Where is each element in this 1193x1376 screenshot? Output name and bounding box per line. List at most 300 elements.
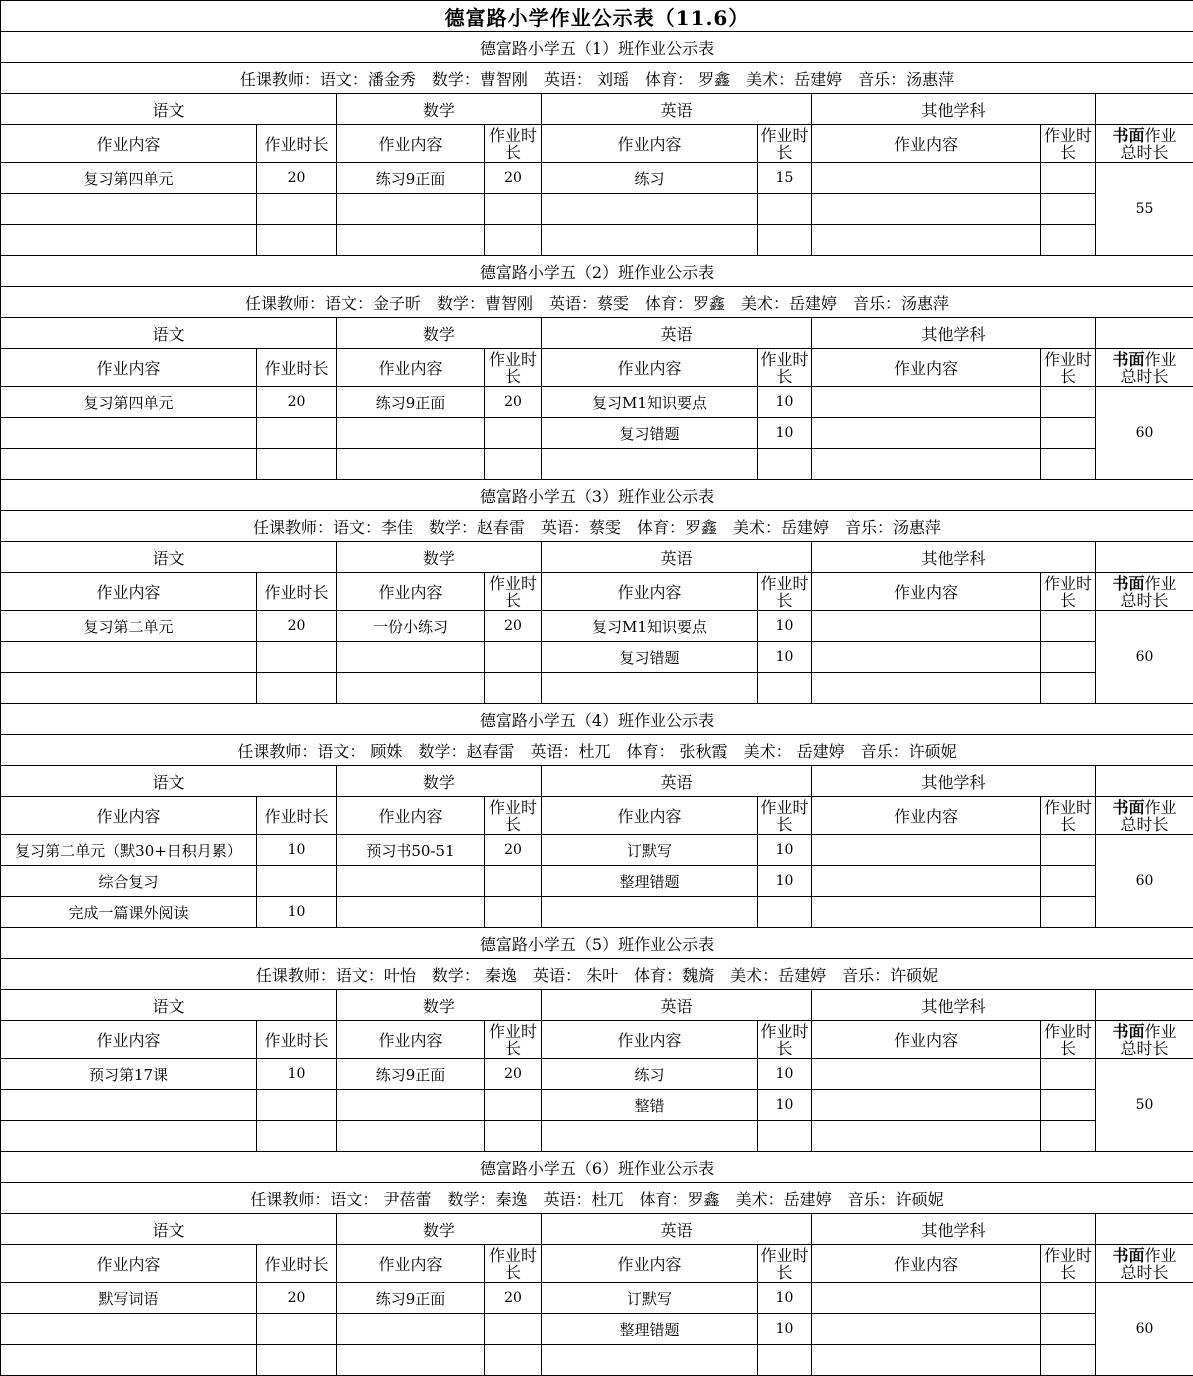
math-cell bbox=[337, 225, 485, 256]
class-title: 德富路小学五（5）班作业公示表 bbox=[1, 928, 1193, 959]
duration-header: 作业时 长 bbox=[1041, 125, 1096, 163]
teacher-entry: 体育： 罗鑫 bbox=[645, 69, 731, 89]
duration-header: 作业时 长 bbox=[1041, 573, 1096, 611]
math-cell bbox=[337, 1314, 485, 1345]
other-cell bbox=[812, 835, 1041, 866]
other-cell bbox=[812, 673, 1041, 704]
homework-row bbox=[1, 1283, 1193, 1314]
english-time-cell: 10 bbox=[758, 418, 812, 449]
teacher-entry: 语文：潘金秀 bbox=[319, 69, 416, 89]
math-cell bbox=[337, 418, 485, 449]
total-header: 书面作业 总时长 bbox=[1096, 573, 1193, 611]
duration-header: 作业时 长 bbox=[1041, 1245, 1096, 1283]
chinese-time-cell bbox=[257, 1345, 337, 1376]
teachers-line bbox=[1, 735, 1193, 766]
subject-other: 其他学科 bbox=[812, 766, 1096, 797]
teacher-entry: 音乐：许硕妮 bbox=[842, 965, 939, 985]
page-title: 德富路小学作业公示表（11.6） bbox=[1, 1, 1193, 32]
subject-blank bbox=[1096, 318, 1193, 349]
duration-header: 作业时 长 bbox=[485, 573, 542, 611]
other-time-cell bbox=[1041, 673, 1096, 704]
chinese-cell: 默写词语 bbox=[1, 1283, 257, 1314]
other-time-cell bbox=[1041, 1283, 1096, 1314]
homework-row bbox=[1, 611, 1193, 642]
subject-english: 英语 bbox=[542, 94, 812, 125]
english-time-cell: 10 bbox=[758, 866, 812, 897]
teacher-entry: 语文：李佳 bbox=[332, 517, 413, 537]
column-header-row bbox=[1, 573, 1193, 611]
chinese-time-cell bbox=[257, 866, 337, 897]
other-cell bbox=[812, 387, 1041, 418]
chinese-time-cell bbox=[257, 1090, 337, 1121]
teacher-entry: 音乐：汤惠萍 bbox=[853, 293, 950, 313]
subject-blank bbox=[1096, 94, 1193, 125]
other-time-cell bbox=[1041, 449, 1096, 480]
duration-header: 作业时 长 bbox=[485, 1245, 542, 1283]
math-time-cell: 20 bbox=[485, 835, 542, 866]
total-duration: 60 bbox=[1096, 387, 1193, 480]
math-time-cell bbox=[485, 449, 542, 480]
math-time-cell bbox=[485, 673, 542, 704]
subject-blank bbox=[1096, 542, 1193, 573]
class-title-row bbox=[1, 480, 1193, 511]
teacher-entry: 语文：叶怡 bbox=[335, 965, 416, 985]
teachers-row bbox=[1, 735, 1193, 766]
teacher-entry: 英语： 朱叶 bbox=[532, 965, 619, 985]
homework-row bbox=[1, 1345, 1193, 1376]
teacher-entry: 体育： 张秋霞 bbox=[626, 741, 728, 761]
teachers-row bbox=[1, 63, 1193, 94]
content-header: 作业内容 bbox=[337, 573, 485, 611]
math-time-cell: 20 bbox=[485, 387, 542, 418]
subject-chinese: 语文 bbox=[1, 318, 337, 349]
content-header: 作业内容 bbox=[542, 125, 758, 163]
duration-header: 作业时长 bbox=[257, 125, 337, 163]
teacher-entry: 语文：金子昕 bbox=[324, 293, 421, 313]
other-cell bbox=[812, 1283, 1041, 1314]
teacher-prefix: 任课教师： bbox=[250, 1189, 331, 1209]
teacher-prefix: 任课教师： bbox=[255, 965, 336, 985]
teacher-entry: 体育：罗鑫 bbox=[637, 517, 718, 537]
other-time-cell bbox=[1041, 1345, 1096, 1376]
content-header: 作业内容 bbox=[1, 573, 257, 611]
english-cell bbox=[542, 194, 758, 225]
chinese-time-cell bbox=[257, 1121, 337, 1152]
teacher-entry: 美术：岳建婷 bbox=[733, 517, 830, 537]
total-header: 书面作业 总时长 bbox=[1096, 125, 1193, 163]
duration-header: 作业时长 bbox=[257, 797, 337, 835]
duration-header: 作业时 长 bbox=[758, 125, 812, 163]
teacher-entry: 数学：曹智刚 bbox=[431, 69, 528, 89]
duration-header: 作业时 长 bbox=[758, 1021, 812, 1059]
teacher-prefix: 任课教师： bbox=[237, 741, 318, 761]
english-cell: 练习 bbox=[542, 1059, 758, 1090]
math-cell bbox=[337, 1345, 485, 1376]
chinese-time-cell: 20 bbox=[257, 163, 337, 194]
subject-blank bbox=[1096, 766, 1193, 797]
subject-math: 数学 bbox=[337, 318, 542, 349]
subject-header-row bbox=[1, 542, 1193, 573]
duration-header: 作业时 长 bbox=[1041, 797, 1096, 835]
other-time-cell bbox=[1041, 1090, 1096, 1121]
math-cell: 练习9正面 bbox=[337, 163, 485, 194]
chinese-cell bbox=[1, 194, 257, 225]
math-cell: 练习9正面 bbox=[337, 1059, 485, 1090]
english-time-cell: 10 bbox=[758, 1314, 812, 1345]
teacher-entry: 英语：蔡雯 bbox=[548, 293, 629, 313]
english-time-cell bbox=[758, 673, 812, 704]
other-cell bbox=[812, 897, 1041, 928]
math-cell: 练习9正面 bbox=[337, 387, 485, 418]
other-cell bbox=[812, 163, 1041, 194]
chinese-time-cell bbox=[257, 225, 337, 256]
column-header-row bbox=[1, 349, 1193, 387]
english-time-cell: 10 bbox=[758, 387, 812, 418]
chinese-time-cell bbox=[257, 673, 337, 704]
homework-row bbox=[1, 1059, 1193, 1090]
english-time-cell: 10 bbox=[758, 835, 812, 866]
english-time-cell bbox=[758, 897, 812, 928]
teacher-entry: 语文： 尹蓓蕾 bbox=[330, 1189, 432, 1209]
other-cell bbox=[812, 1121, 1041, 1152]
math-time-cell bbox=[485, 1121, 542, 1152]
chinese-time-cell bbox=[257, 194, 337, 225]
english-time-cell bbox=[758, 1121, 812, 1152]
english-cell: 订默写 bbox=[542, 835, 758, 866]
content-header: 作业内容 bbox=[337, 1021, 485, 1059]
math-cell: 练习9正面 bbox=[337, 1283, 485, 1314]
other-time-cell bbox=[1041, 866, 1096, 897]
other-time-cell bbox=[1041, 163, 1096, 194]
subject-chinese: 语文 bbox=[1, 94, 337, 125]
english-cell: 整理错题 bbox=[542, 866, 758, 897]
math-time-cell: 20 bbox=[485, 1283, 542, 1314]
subject-other: 其他学科 bbox=[812, 1214, 1096, 1245]
chinese-cell: 复习第四单元 bbox=[1, 387, 257, 418]
class-title: 德富路小学五（4）班作业公示表 bbox=[1, 704, 1193, 735]
other-cell bbox=[812, 1090, 1041, 1121]
subject-math: 数学 bbox=[337, 94, 542, 125]
subject-other: 其他学科 bbox=[812, 990, 1096, 1021]
chinese-time-cell: 10 bbox=[257, 897, 337, 928]
homework-row bbox=[1, 642, 1193, 673]
homework-row bbox=[1, 1314, 1193, 1345]
teachers-line bbox=[1, 1183, 1193, 1214]
subject-math: 数学 bbox=[337, 990, 542, 1021]
teachers-line bbox=[1, 959, 1193, 990]
homework-row bbox=[1, 673, 1193, 704]
homework-row bbox=[1, 387, 1193, 418]
english-cell bbox=[542, 1345, 758, 1376]
other-cell bbox=[812, 449, 1041, 480]
duration-header: 作业时 长 bbox=[485, 797, 542, 835]
english-time-cell bbox=[758, 225, 812, 256]
homework-row bbox=[1, 163, 1193, 194]
chinese-cell bbox=[1, 1314, 257, 1345]
teacher-entry: 美术：岳建婷 bbox=[735, 1189, 832, 1209]
english-cell bbox=[542, 897, 758, 928]
subject-chinese: 语文 bbox=[1, 542, 337, 573]
chinese-cell: 综合复习 bbox=[1, 866, 257, 897]
other-time-cell bbox=[1041, 1314, 1096, 1345]
subject-math: 数学 bbox=[337, 1214, 542, 1245]
chinese-cell bbox=[1, 642, 257, 673]
duration-header: 作业时 长 bbox=[485, 1021, 542, 1059]
math-time-cell bbox=[485, 225, 542, 256]
chinese-cell: 预习第17课 bbox=[1, 1059, 257, 1090]
math-cell bbox=[337, 449, 485, 480]
teacher-prefix: 任课教师： bbox=[239, 69, 320, 89]
english-time-cell: 10 bbox=[758, 611, 812, 642]
math-time-cell: 20 bbox=[485, 163, 542, 194]
subject-chinese: 语文 bbox=[1, 766, 337, 797]
chinese-cell bbox=[1, 1090, 257, 1121]
english-cell: 复习M1知识要点 bbox=[542, 387, 758, 418]
teacher-entry: 英语： 刘瑶 bbox=[543, 69, 629, 89]
subject-english: 英语 bbox=[542, 1214, 812, 1245]
teachers-line bbox=[1, 63, 1193, 94]
homework-row bbox=[1, 897, 1193, 928]
class-title: 德富路小学五（6）班作业公示表 bbox=[1, 1152, 1193, 1183]
homework-row bbox=[1, 418, 1193, 449]
teacher-entry: 音乐：许硕妮 bbox=[860, 741, 957, 761]
teacher-entry: 语文： 顾姝 bbox=[317, 741, 403, 761]
content-header: 作业内容 bbox=[1, 797, 257, 835]
subject-header-row bbox=[1, 990, 1193, 1021]
teacher-entry: 体育：魏旖 bbox=[634, 965, 715, 985]
subject-english: 英语 bbox=[542, 542, 812, 573]
class-title: 德富路小学五（2）班作业公示表 bbox=[1, 256, 1193, 287]
math-time-cell bbox=[485, 194, 542, 225]
class-title-row bbox=[1, 32, 1193, 63]
content-header: 作业内容 bbox=[542, 1245, 758, 1283]
teacher-entry: 美术： 岳建婷 bbox=[743, 741, 845, 761]
content-header: 作业内容 bbox=[337, 1245, 485, 1283]
teacher-entry: 美术：岳建婷 bbox=[730, 965, 827, 985]
teachers-line bbox=[1, 287, 1193, 318]
math-cell bbox=[337, 194, 485, 225]
content-header: 作业内容 bbox=[1, 1245, 257, 1283]
subject-other: 其他学科 bbox=[812, 318, 1096, 349]
teachers-row bbox=[1, 287, 1193, 318]
other-time-cell bbox=[1041, 194, 1096, 225]
math-cell: 一份小练习 bbox=[337, 611, 485, 642]
other-cell bbox=[812, 1059, 1041, 1090]
subject-english: 英语 bbox=[542, 318, 812, 349]
content-header: 作业内容 bbox=[812, 797, 1041, 835]
teachers-line bbox=[1, 511, 1193, 542]
math-cell bbox=[337, 1121, 485, 1152]
math-cell bbox=[337, 673, 485, 704]
subject-chinese: 语文 bbox=[1, 1214, 337, 1245]
homework-row bbox=[1, 835, 1193, 866]
chinese-time-cell: 20 bbox=[257, 387, 337, 418]
content-header: 作业内容 bbox=[542, 1021, 758, 1059]
english-time-cell bbox=[758, 449, 812, 480]
teacher-entry: 美术：岳建婷 bbox=[746, 69, 843, 89]
other-cell bbox=[812, 225, 1041, 256]
other-cell bbox=[812, 1314, 1041, 1345]
content-header: 作业内容 bbox=[812, 1245, 1041, 1283]
math-cell: 预习书50-51 bbox=[337, 835, 485, 866]
math-time-cell bbox=[485, 418, 542, 449]
chinese-cell: 复习第二单元（默30+日积月累） bbox=[1, 835, 257, 866]
teacher-entry: 英语：杜兀 bbox=[530, 741, 611, 761]
content-header: 作业内容 bbox=[1, 349, 257, 387]
teacher-entry: 体育：罗鑫 bbox=[645, 293, 726, 313]
column-header-row bbox=[1, 1021, 1193, 1059]
teachers-row bbox=[1, 959, 1193, 990]
english-time-cell bbox=[758, 1345, 812, 1376]
chinese-cell bbox=[1, 418, 257, 449]
teacher-prefix: 任课教师： bbox=[244, 293, 325, 313]
content-header: 作业内容 bbox=[337, 125, 485, 163]
class-title: 德富路小学五（1）班作业公示表 bbox=[1, 32, 1193, 63]
chinese-time-cell: 10 bbox=[257, 835, 337, 866]
english-cell bbox=[542, 449, 758, 480]
column-header-row bbox=[1, 797, 1193, 835]
teacher-entry: 数学：赵春雷 bbox=[418, 741, 515, 761]
subject-other: 其他学科 bbox=[812, 94, 1096, 125]
total-duration: 60 bbox=[1096, 1283, 1193, 1376]
english-time-cell: 10 bbox=[758, 1283, 812, 1314]
class-title: 德富路小学五（3）班作业公示表 bbox=[1, 480, 1193, 511]
duration-header: 作业时 长 bbox=[758, 797, 812, 835]
english-cell bbox=[542, 225, 758, 256]
other-cell bbox=[812, 418, 1041, 449]
english-cell: 整理错题 bbox=[542, 1314, 758, 1345]
teacher-entry: 数学：赵春雷 bbox=[428, 517, 525, 537]
english-cell: 整错 bbox=[542, 1090, 758, 1121]
column-header-row bbox=[1, 1245, 1193, 1283]
total-header: 书面作业 总时长 bbox=[1096, 1021, 1193, 1059]
chinese-time-cell: 20 bbox=[257, 611, 337, 642]
other-time-cell bbox=[1041, 611, 1096, 642]
duration-header: 作业时 长 bbox=[485, 125, 542, 163]
chinese-time-cell bbox=[257, 1314, 337, 1345]
duration-header: 作业时 长 bbox=[758, 349, 812, 387]
chinese-time-cell bbox=[257, 449, 337, 480]
homework-row bbox=[1, 1090, 1193, 1121]
english-cell: 练习 bbox=[542, 163, 758, 194]
other-time-cell bbox=[1041, 897, 1096, 928]
subject-header-row bbox=[1, 318, 1193, 349]
other-time-cell bbox=[1041, 225, 1096, 256]
content-header: 作业内容 bbox=[812, 1021, 1041, 1059]
teacher-entry: 数学：曹智刚 bbox=[436, 293, 533, 313]
subject-math: 数学 bbox=[337, 542, 542, 573]
homework-row bbox=[1, 449, 1193, 480]
chinese-cell bbox=[1, 449, 257, 480]
chinese-cell bbox=[1, 1121, 257, 1152]
teacher-entry: 音乐：许硕妮 bbox=[847, 1189, 944, 1209]
other-cell bbox=[812, 866, 1041, 897]
subject-header-row bbox=[1, 1214, 1193, 1245]
teacher-entry: 数学： 秦逸 bbox=[431, 965, 517, 985]
teacher-entry: 英语：蔡雯 bbox=[540, 517, 621, 537]
english-cell: 复习错题 bbox=[542, 642, 758, 673]
other-time-cell bbox=[1041, 418, 1096, 449]
chinese-cell bbox=[1, 1345, 257, 1376]
content-header: 作业内容 bbox=[1, 125, 257, 163]
homework-row bbox=[1, 194, 1193, 225]
other-cell bbox=[812, 642, 1041, 673]
teacher-entry: 美术：岳建婷 bbox=[741, 293, 838, 313]
subject-blank bbox=[1096, 990, 1193, 1021]
other-time-cell bbox=[1041, 387, 1096, 418]
math-time-cell: 20 bbox=[485, 1059, 542, 1090]
total-duration: 60 bbox=[1096, 835, 1193, 928]
total-duration: 50 bbox=[1096, 1059, 1193, 1152]
content-header: 作业内容 bbox=[542, 349, 758, 387]
subject-english: 英语 bbox=[542, 766, 812, 797]
class-title-row bbox=[1, 256, 1193, 287]
duration-header: 作业时 长 bbox=[1041, 349, 1096, 387]
duration-header: 作业时长 bbox=[257, 1245, 337, 1283]
teacher-entry: 英语：杜兀 bbox=[543, 1189, 624, 1209]
content-header: 作业内容 bbox=[1, 1021, 257, 1059]
english-cell: 复习错题 bbox=[542, 418, 758, 449]
title-row bbox=[1, 1, 1193, 32]
english-time-cell: 10 bbox=[758, 1090, 812, 1121]
english-cell bbox=[542, 673, 758, 704]
math-time-cell bbox=[485, 1090, 542, 1121]
other-time-cell bbox=[1041, 1059, 1096, 1090]
other-time-cell bbox=[1041, 835, 1096, 866]
english-time-cell bbox=[758, 194, 812, 225]
math-time-cell bbox=[485, 642, 542, 673]
duration-header: 作业时 长 bbox=[1041, 1021, 1096, 1059]
duration-header: 作业时 长 bbox=[758, 1245, 812, 1283]
total-duration: 60 bbox=[1096, 611, 1193, 704]
subject-other: 其他学科 bbox=[812, 542, 1096, 573]
chinese-time-cell: 10 bbox=[257, 1059, 337, 1090]
column-header-row bbox=[1, 125, 1193, 163]
english-time-cell: 15 bbox=[758, 163, 812, 194]
content-header: 作业内容 bbox=[337, 797, 485, 835]
chinese-cell: 复习第四单元 bbox=[1, 163, 257, 194]
duration-header: 作业时长 bbox=[257, 349, 337, 387]
class-title-row bbox=[1, 1152, 1193, 1183]
teachers-row bbox=[1, 511, 1193, 542]
english-time-cell: 10 bbox=[758, 1059, 812, 1090]
chinese-cell bbox=[1, 225, 257, 256]
english-time-cell: 10 bbox=[758, 642, 812, 673]
math-cell bbox=[337, 866, 485, 897]
total-header: 书面作业 总时长 bbox=[1096, 1245, 1193, 1283]
teacher-prefix: 任课教师： bbox=[252, 517, 333, 537]
teacher-entry: 数学：秦逸 bbox=[447, 1189, 528, 1209]
subject-chinese: 语文 bbox=[1, 990, 337, 1021]
content-header: 作业内容 bbox=[812, 125, 1041, 163]
subject-header-row bbox=[1, 94, 1193, 125]
content-header: 作业内容 bbox=[812, 573, 1041, 611]
other-time-cell bbox=[1041, 1121, 1096, 1152]
chinese-cell: 完成一篇课外阅读 bbox=[1, 897, 257, 928]
subject-english: 英语 bbox=[542, 990, 812, 1021]
homework-row bbox=[1, 866, 1193, 897]
other-time-cell bbox=[1041, 642, 1096, 673]
chinese-time-cell: 20 bbox=[257, 1283, 337, 1314]
content-header: 作业内容 bbox=[542, 797, 758, 835]
chinese-time-cell bbox=[257, 418, 337, 449]
math-time-cell bbox=[485, 866, 542, 897]
teacher-entry: 音乐：汤惠萍 bbox=[858, 69, 955, 89]
chinese-cell: 复习第二单元 bbox=[1, 611, 257, 642]
content-header: 作业内容 bbox=[542, 573, 758, 611]
duration-header: 作业时长 bbox=[257, 573, 337, 611]
class-title-row bbox=[1, 928, 1193, 959]
